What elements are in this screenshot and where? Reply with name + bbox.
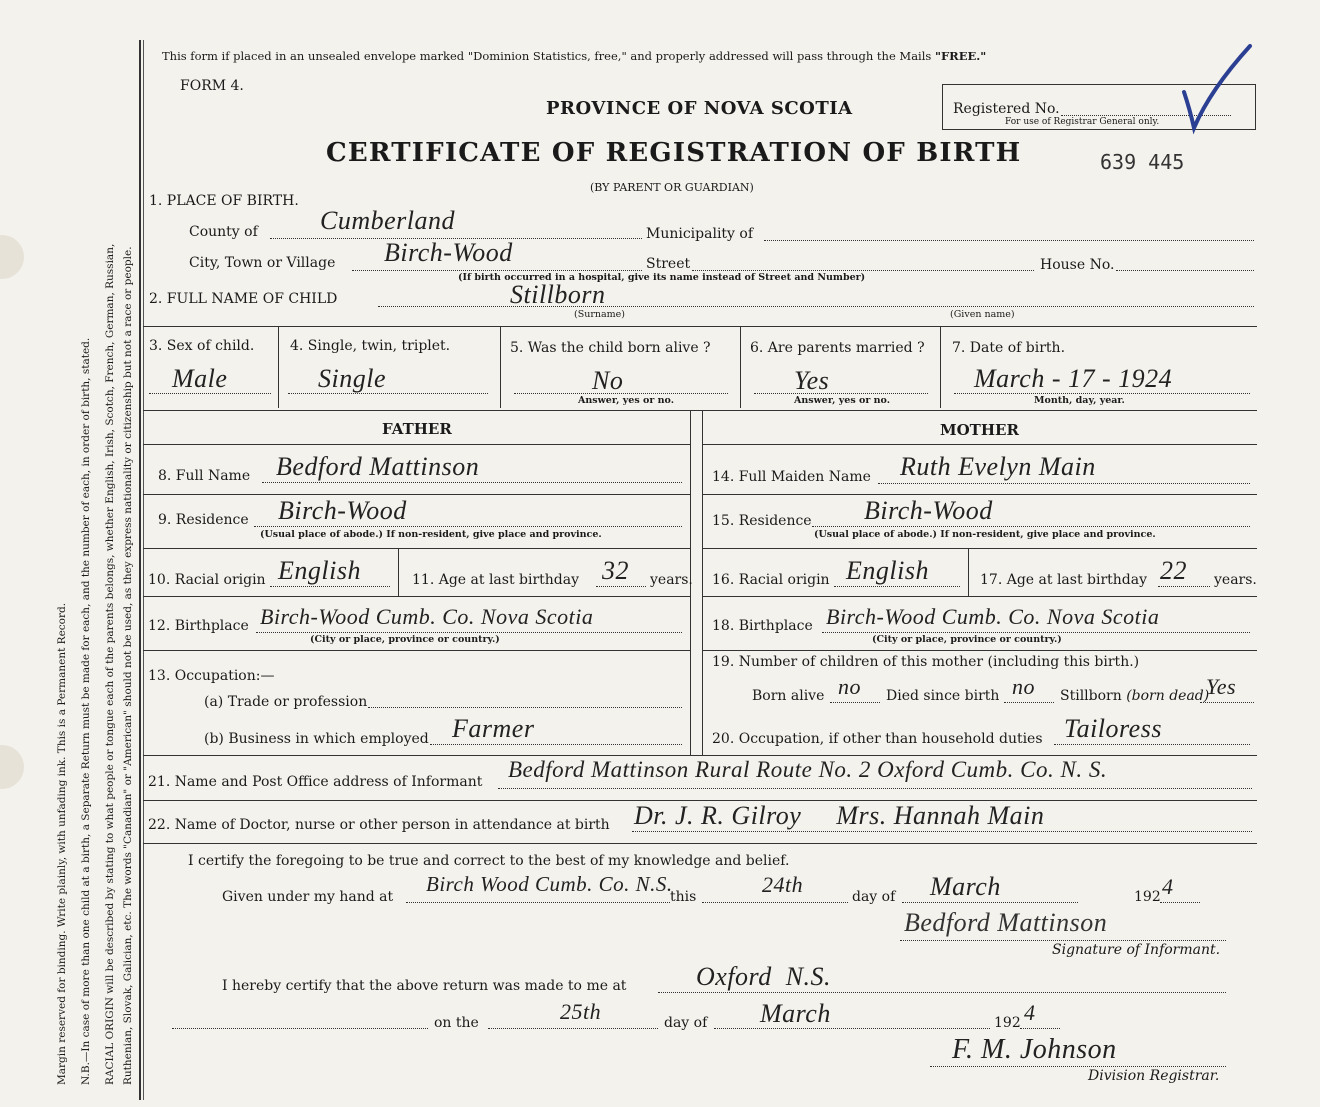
mother-heading: MOTHER — [940, 421, 1019, 439]
child-name-label: 2. FULL NAME OF CHILD — [149, 291, 338, 307]
alive-note: Answer, yes or no. — [578, 395, 675, 406]
this-label: this — [670, 889, 697, 905]
mother-name-label: 14. Full Maiden Name — [712, 469, 871, 485]
father-age-line — [596, 586, 646, 587]
registrar-year-line — [1020, 1028, 1060, 1029]
married-note: Answer, yes or no. — [794, 395, 891, 406]
informant-label: 21. Name and Post Office address of Informant — [148, 774, 483, 790]
province-heading: PROVINCE OF NOVA SCOTIA — [546, 98, 853, 119]
born-alive-label: Born alive — [752, 688, 825, 704]
registrar-day-value: 25th — [560, 999, 602, 1024]
mother-left-border — [702, 410, 703, 755]
mother-name-value: Ruth Evelyn Main — [900, 452, 1096, 481]
father-name-label: 8. Full Name — [158, 468, 251, 484]
city-line — [352, 270, 642, 271]
row22-bottom-line — [143, 843, 1257, 844]
mother-racial-line — [834, 586, 960, 587]
registrar-note: For use of Registrar General only. — [1005, 117, 1160, 127]
given-name-note: (Given name) — [950, 309, 1015, 320]
father-age-value: 32 — [602, 556, 629, 585]
father-row10-line — [143, 596, 690, 597]
given-month-line — [902, 902, 1078, 903]
hospital-note: (If birth occurred in a hospital, give its name instead of Street and Number) — [458, 272, 866, 283]
margin-line — [139, 40, 141, 1100]
mother-occupation-value: Tailoress — [1064, 714, 1162, 743]
father-residence-value: Birch-Wood — [278, 496, 407, 525]
father-racial-line — [270, 586, 390, 587]
binding-hole-top — [0, 235, 24, 279]
registrar-place-line — [658, 992, 1226, 993]
father-trade-label: (a) Trade or profession — [204, 694, 368, 710]
multiple-value: Single — [318, 364, 386, 393]
informant-value: Bedford Mattinson Rural Route No. 2 Oxford Cumb. Co. N. S. — [508, 757, 1108, 782]
informant-signature: Bedford Mattinson — [904, 908, 1108, 937]
street-line — [692, 270, 1034, 271]
place-of-birth-label: 1. PLACE OF BIRTH. — [149, 193, 299, 209]
father-name-value: Bedford Mattinson — [276, 452, 480, 481]
mother-residence-line — [812, 526, 1250, 527]
mother-birthplace-label: 18. Birthplace — [712, 618, 813, 634]
surname-note: (Surname) — [574, 309, 625, 320]
city-label: City, Town or Village — [189, 255, 336, 271]
stillborn-line — [1200, 702, 1254, 703]
father-name-line — [262, 482, 682, 483]
registrar-month-line — [714, 1028, 990, 1029]
mother-residence-label: 15. Residence — [712, 513, 812, 529]
mother-row14-line — [702, 494, 1257, 495]
sex-line — [149, 393, 271, 394]
father-heading: FATHER — [382, 420, 452, 438]
mother-residence-value: Birch-Wood — [864, 496, 993, 525]
given-year-prefix: 192 — [1134, 889, 1161, 905]
row3-div-3 — [740, 326, 741, 408]
informant-signature-line — [900, 940, 1226, 941]
registration-number: 639 445 — [1100, 150, 1185, 174]
date-value: March - 17 - 1924 — [974, 364, 1173, 393]
check-mark-icon — [1180, 40, 1260, 140]
father-row12-line — [143, 650, 690, 651]
registrar-signature-line — [930, 1066, 1226, 1067]
registrar-on-label: on the — [434, 1015, 479, 1031]
father-racial-label: 10. Racial origin — [148, 572, 266, 588]
mother-age-unit: years. — [1214, 572, 1257, 588]
sex-value: Male — [172, 364, 228, 393]
father-birthplace-label: 12. Birthplace — [148, 618, 249, 634]
mother-occupation-line — [1054, 744, 1250, 745]
certificate-subtitle: (BY PARENT OR GUARDIAN) — [590, 181, 754, 194]
county-label: County of — [189, 224, 258, 240]
mother-birthplace-line — [822, 632, 1250, 633]
father-row9-line — [143, 548, 690, 549]
mother-occupation-label: 20. Occupation, if other than household duties — [712, 731, 1043, 747]
row3-div-4 — [940, 326, 941, 408]
date-note: Month, day, year. — [1034, 395, 1125, 406]
given-place-line — [406, 902, 670, 903]
born-alive-line — [830, 702, 880, 703]
mail-notice-free: "FREE." — [934, 49, 987, 63]
house-line — [1116, 270, 1254, 271]
street-label: Street — [646, 256, 691, 272]
registrar-statement: I hereby certify that the above return was made to me at — [222, 978, 627, 994]
died-value: no — [1012, 674, 1035, 699]
father-birthplace-line — [256, 632, 682, 633]
informant-line — [498, 788, 1252, 789]
multiple-line — [288, 393, 488, 394]
registrar-year-prefix: 192 — [994, 1015, 1021, 1031]
stillborn-label — [1060, 688, 1209, 704]
county-value: Cumberland — [320, 206, 455, 235]
given-day-of-label: day of — [852, 889, 896, 905]
stillborn-note: (born dead) — [1126, 688, 1210, 704]
father-age-label: 11. Age at last birthday — [412, 572, 580, 588]
father-heading-line — [143, 444, 690, 445]
certify-statement: I certify the foregoing to be true and correct to the best of my knowledge and belief. — [188, 853, 790, 869]
father-business-line — [430, 744, 682, 745]
mother-age-label: 17. Age at last birthday — [980, 572, 1148, 588]
registrar-year-digit: 4 — [1024, 1000, 1036, 1025]
margin-note-1: Margin reserved for binding. Write plainly, with unfading ink. This is a Permanent Record. — [56, 602, 68, 1085]
given-day-line — [702, 902, 848, 903]
child-surname-value: Stillborn — [510, 280, 606, 309]
father-residence-label: 9. Residence — [158, 512, 249, 528]
mother-children-label: 19. Number of children of this mother (including this birth.) — [712, 654, 1140, 670]
stillborn-label-text: Stillborn — [1060, 688, 1122, 704]
municipality-line — [764, 240, 1254, 241]
parents-top-line — [143, 410, 1257, 411]
sex-label: 3. Sex of child. — [149, 338, 255, 354]
form-number: FORM 4. — [180, 78, 244, 94]
given-year-digit: 4 — [1162, 874, 1174, 899]
registrar-signature: F. M. Johnson — [952, 1034, 1117, 1065]
married-label: 6. Are parents married ? — [750, 340, 925, 356]
father-birthplace-note: (City or place, province or country.) — [310, 634, 500, 645]
mother-name-line — [878, 483, 1250, 484]
given-month-value: March — [930, 872, 1001, 901]
city-value: Birch-Wood — [384, 238, 513, 267]
given-place-value: Birch Wood Cumb. Co. N.S. — [426, 872, 673, 896]
registrar-place-value: Oxford N.S. — [696, 962, 832, 991]
mother-heading-line — [702, 444, 1257, 445]
registrar-pre-line — [172, 1028, 428, 1029]
margin-note-4: Ruthenian, Slovak, Galician, etc. The words "Canadian" or "American" should not be used, as they express nationality or citizenship but not a race or people. — [122, 246, 134, 1085]
father-row10-div — [398, 548, 399, 596]
mother-birthplace-note: (City or place, province or country.) — [872, 634, 1062, 645]
mother-row16-div — [968, 548, 969, 596]
multiple-label: 4. Single, twin, triplet. — [290, 338, 451, 354]
row21-top-line — [143, 755, 1257, 756]
informant-signature-label: Signature of Informant. — [1052, 942, 1221, 958]
father-occupation-label: 13. Occupation:— — [148, 668, 275, 684]
married-value: Yes — [794, 366, 830, 395]
date-line — [954, 393, 1250, 394]
mail-notice — [162, 49, 986, 63]
father-business-label: (b) Business in which employed — [204, 731, 429, 747]
alive-line — [514, 393, 728, 394]
mother-row16-line — [702, 596, 1257, 597]
row3-top-line — [143, 326, 1257, 327]
father-racial-value: English — [278, 556, 361, 585]
registrar-day-line — [488, 1028, 658, 1029]
given-day-value: 24th — [762, 872, 804, 897]
registered-label: Registered No. — [953, 101, 1060, 117]
house-label: House No. — [1040, 257, 1115, 273]
mother-residence-note: (Usual place of abode.) If non-resident, give place and province. — [814, 529, 1156, 540]
margin-note-2: N.B.—In case of more than one child at a birth, a Separate Return must be made for each, and the number of each, in order of birth, stated. — [80, 337, 92, 1085]
mother-row15-line — [702, 548, 1257, 549]
margin-line-inner — [143, 40, 144, 1100]
registrar-day-of-label: day of — [664, 1015, 708, 1031]
father-birthplace-value: Birch-Wood Cumb. Co. Nova Scotia — [260, 604, 594, 629]
given-label: Given under my hand at — [222, 889, 394, 905]
attendant-line — [632, 831, 1252, 832]
mother-age-value: 22 — [1160, 556, 1187, 585]
stillborn-value: Yes — [1206, 674, 1237, 699]
certificate-title: CERTIFICATE OF REGISTRATION OF BIRTH — [326, 138, 1022, 168]
binding-hole-bottom — [0, 745, 24, 789]
mother-row18-line — [702, 650, 1257, 651]
father-residence-line — [254, 526, 682, 527]
attendant-value: Dr. J. R. Gilroy Mrs. Hannah Main — [634, 801, 1045, 830]
mother-racial-value: English — [846, 556, 929, 585]
father-row8-line — [143, 494, 690, 495]
father-age-unit: years. — [650, 572, 693, 588]
mother-age-line — [1158, 586, 1210, 587]
registrar-signature-label: Division Registrar. — [1088, 1068, 1220, 1084]
alive-value: No — [592, 366, 624, 395]
married-line — [754, 393, 928, 394]
died-label: Died since birth — [886, 688, 1000, 704]
row3-div-2 — [500, 326, 501, 408]
date-label: 7. Date of birth. — [952, 340, 1066, 356]
margin-note-3: RACIAL ORIGIN will be described by stating to what people or tongue each of the parents belongs, whether English, Irish, Scotch, French, German, Russian, — [104, 243, 116, 1085]
registrar-month-value: March — [760, 999, 831, 1028]
row3-div-1 — [278, 326, 279, 408]
alive-label: 5. Was the child born alive ? — [510, 340, 711, 356]
father-trade-line — [368, 707, 682, 708]
father-business-value: Farmer — [452, 714, 535, 743]
mother-racial-label: 16. Racial origin — [712, 572, 830, 588]
father-residence-note: (Usual place of abode.) If non-resident, give place and province. — [260, 529, 602, 540]
mail-notice-text: This form if placed in an unsealed envelope marked "Dominion Statistics, free," and properly addressed will pass through the Mails — [162, 49, 935, 63]
born-alive-value: no — [838, 674, 861, 699]
attendant-label: 22. Name of Doctor, nurse or other person in attendance at birth — [148, 817, 610, 833]
given-year-line — [1160, 902, 1200, 903]
mother-birthplace-value: Birch-Wood Cumb. Co. Nova Scotia — [826, 604, 1160, 629]
municipality-label: Municipality of — [646, 226, 754, 242]
died-line — [1004, 702, 1054, 703]
